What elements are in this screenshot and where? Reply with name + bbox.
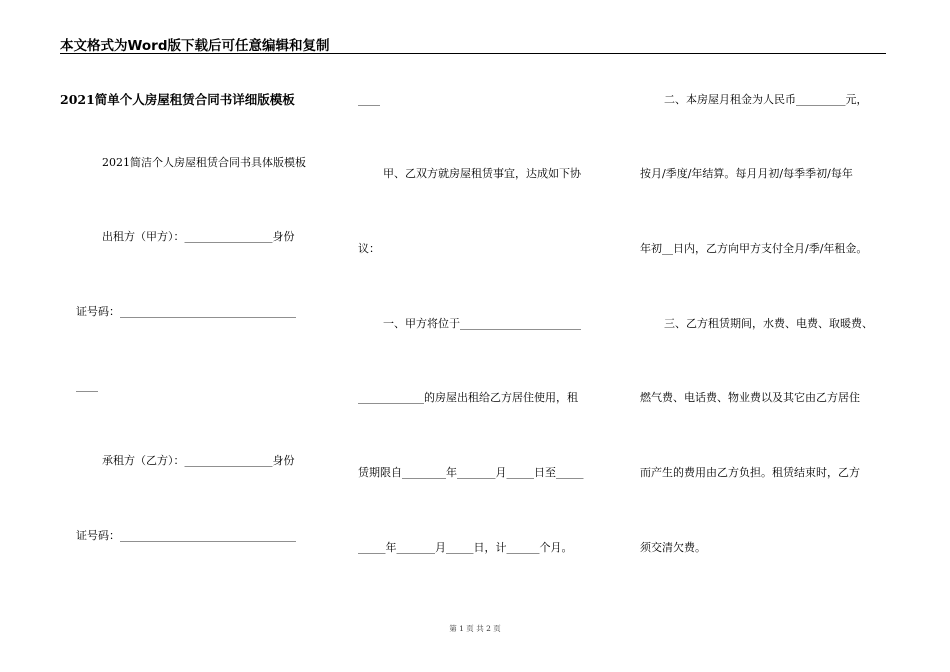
- document-subtitle: 2021简洁个人房屋租赁合同书具体版模板: [102, 156, 306, 169]
- clause3-line-2: 燃气费、电话费、物业费以及其它由乙方居住: [640, 391, 860, 404]
- clause3-line-1: 三、乙方租赁期间，水费、电费、取暖费、: [664, 317, 873, 330]
- clause2-line-1: 二、本房屋月租金为人民币_________元，: [664, 93, 868, 106]
- clause2-line-3: 年初__日内，乙方向甲方支付全月/季/年租金。: [640, 242, 868, 255]
- document-title: 2021简单个人房屋租赁合同书详细版模板: [60, 92, 295, 107]
- blank-line-top: ____: [358, 93, 380, 106]
- clause2-line-2: 按月/季度/年结算。每月月初/每季季初/每年: [640, 167, 853, 180]
- header-text: 本文格式为Word版下载后可任意编辑和复制: [60, 38, 330, 54]
- clause3-line-4: 须交清欠费。: [640, 541, 706, 554]
- clause1-line-2: ____________的房屋出租给乙方居住使用，租: [358, 391, 578, 404]
- clause1-line-3: 赁期限自________年_______月_____日至_____: [358, 466, 584, 479]
- lessor-label: 出租方（甲方）：________________身份: [102, 230, 295, 243]
- page-number: 第 1 页 共 2 页: [449, 624, 501, 633]
- blank-line: ____: [76, 379, 98, 392]
- lessee-id-number: 证号码：________________________________: [76, 529, 296, 542]
- clause1-line-1: 一、甲方将位于______________________: [383, 317, 581, 330]
- lessee-label: 承租方（乙方）：________________身份: [102, 454, 295, 467]
- clause3-line-3: 而产生的费用由乙方负担。租赁结束时，乙方: [640, 466, 860, 479]
- page-header: [60, 34, 886, 54]
- lessor-id-number: 证号码：________________________________: [76, 305, 296, 318]
- intro-line-2: 议：: [358, 242, 380, 255]
- intro-line-1: 甲、乙双方就房屋租赁事宜，达成如下协: [383, 167, 581, 180]
- clause1-line-4: _____年_______月_____日，计______个月。: [358, 541, 573, 554]
